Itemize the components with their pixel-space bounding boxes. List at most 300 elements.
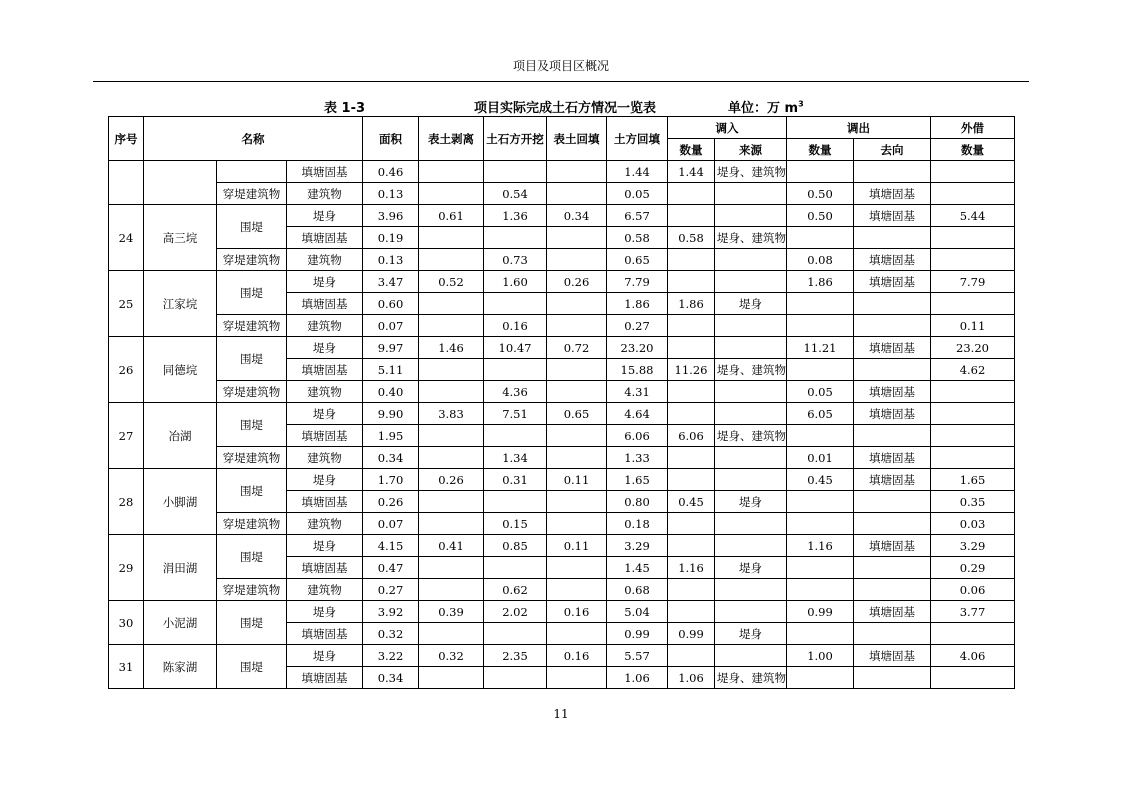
cell-earth-backfill: 7.79: [607, 271, 668, 293]
cell-topsoil-backfill: [547, 359, 607, 381]
cell-item: 堤身: [287, 337, 363, 359]
cell-import-source: [715, 579, 787, 601]
cell-excavation: 0.73: [484, 249, 547, 271]
cell-topsoil-backfill: 0.16: [547, 601, 607, 623]
cell-earth-backfill: 5.57: [607, 645, 668, 667]
cell-import-source: 堤身、建筑物: [715, 161, 787, 183]
cell-item: 堤身: [287, 601, 363, 623]
cell-export-qty: [787, 513, 854, 535]
cell-excavation: [484, 293, 547, 315]
cell-topsoil-backfill: [547, 315, 607, 337]
cell-export-destination: 填塘固基: [854, 403, 931, 425]
cell-borrow-qty: [931, 381, 1015, 403]
cell-earth-backfill: 0.18: [607, 513, 668, 535]
cell-borrow-qty: 5.44: [931, 205, 1015, 227]
cell-import-source: 堤身、建筑物: [715, 667, 787, 689]
cell-seq: 26: [109, 337, 144, 403]
unit-superscript: 3: [798, 99, 804, 109]
cell-seq: 24: [109, 205, 144, 271]
cell-area: 0.34: [363, 447, 419, 469]
cell-topsoil-backfill: 0.34: [547, 205, 607, 227]
cell-import-qty: 0.45: [668, 491, 715, 513]
cell-export-qty: 1.16: [787, 535, 854, 557]
cell-project: [144, 161, 217, 205]
cell-area: 5.11: [363, 359, 419, 381]
cell-import-source: [715, 183, 787, 205]
cell-excavation: 0.85: [484, 535, 547, 557]
cell-earth-backfill: 1.44: [607, 161, 668, 183]
cell-seq: 30: [109, 601, 144, 645]
cell-section: 穿堤建筑物: [217, 513, 287, 535]
cell-area: 3.92: [363, 601, 419, 623]
cell-export-destination: [854, 425, 931, 447]
cell-earth-backfill: 0.99: [607, 623, 668, 645]
cell-topsoil-backfill: [547, 381, 607, 403]
cell-export-qty: [787, 359, 854, 381]
cell-earth-backfill: 23.20: [607, 337, 668, 359]
table-row: [109, 535, 1015, 557]
cell-import-source: [715, 337, 787, 359]
cell-excavation: 0.16: [484, 315, 547, 337]
table-row: [109, 161, 1015, 183]
cell-project: 陈家湖: [144, 645, 217, 689]
cell-export-destination: [854, 491, 931, 513]
cell-item: 填塘固基: [287, 227, 363, 249]
cell-borrow-qty: 0.06: [931, 579, 1015, 601]
cell-export-qty: 0.05: [787, 381, 854, 403]
cell-topsoil-backfill: [547, 161, 607, 183]
cell-borrow-qty: [931, 249, 1015, 271]
cell-topsoil-strip: 3.83: [419, 403, 484, 425]
cell-topsoil-strip: [419, 557, 484, 579]
cell-topsoil-backfill: [547, 249, 607, 271]
cell-import-source: [715, 601, 787, 623]
header-borrow-qty: 数量: [931, 139, 1015, 161]
cell-topsoil-strip: [419, 293, 484, 315]
cell-export-qty: [787, 161, 854, 183]
cell-excavation: [484, 227, 547, 249]
cell-excavation: 7.51: [484, 403, 547, 425]
cell-seq: 28: [109, 469, 144, 535]
table-row: [109, 271, 1015, 293]
cell-area: 3.96: [363, 205, 419, 227]
table-title: 项目实际完成土石方情况一览表: [474, 101, 657, 116]
cell-area: 0.60: [363, 293, 419, 315]
cell-export-qty: [787, 623, 854, 645]
cell-earth-backfill: 0.68: [607, 579, 668, 601]
table-caption: [0, 97, 1122, 115]
cell-section: 穿堤建筑物: [217, 447, 287, 469]
cell-import-qty: 0.99: [668, 623, 715, 645]
cell-import-qty: 6.06: [668, 425, 715, 447]
header-import: 调入: [668, 117, 787, 139]
cell-topsoil-backfill: 0.72: [547, 337, 607, 359]
cell-earth-backfill: 1.86: [607, 293, 668, 315]
cell-export-qty: 0.50: [787, 183, 854, 205]
cell-earth-backfill: 15.88: [607, 359, 668, 381]
cell-borrow-qty: 23.20: [931, 337, 1015, 359]
cell-topsoil-backfill: [547, 447, 607, 469]
cell-section: 围堤: [217, 645, 287, 689]
cell-import-qty: [668, 205, 715, 227]
table-row: [109, 403, 1015, 425]
cell-import-qty: 1.44: [668, 161, 715, 183]
cell-import-qty: [668, 271, 715, 293]
cell-seq: 25: [109, 271, 144, 337]
cell-excavation: [484, 557, 547, 579]
table-row: [109, 513, 1015, 535]
table-row: [109, 249, 1015, 271]
cell-excavation: [484, 359, 547, 381]
cell-excavation: [484, 161, 547, 183]
cell-topsoil-strip: [419, 447, 484, 469]
cell-topsoil-backfill: [547, 557, 607, 579]
cell-topsoil-strip: 0.39: [419, 601, 484, 623]
cell-topsoil-backfill: [547, 183, 607, 205]
cell-import-source: [715, 513, 787, 535]
cell-item: 填塘固基: [287, 425, 363, 447]
cell-topsoil-strip: 0.52: [419, 271, 484, 293]
cell-excavation: 10.47: [484, 337, 547, 359]
cell-export-qty: 6.05: [787, 403, 854, 425]
table-row: [109, 381, 1015, 403]
cell-borrow-qty: [931, 161, 1015, 183]
cell-topsoil-backfill: [547, 579, 607, 601]
cell-import-qty: [668, 579, 715, 601]
cell-earth-backfill: 0.80: [607, 491, 668, 513]
cell-section: 围堤: [217, 403, 287, 447]
cell-seq: 31: [109, 645, 144, 689]
cell-import-source: [715, 205, 787, 227]
header-topsoil-backfill: 表土回填: [547, 117, 607, 161]
cell-export-qty: [787, 315, 854, 337]
cell-borrow-qty: 0.35: [931, 491, 1015, 513]
cell-export-destination: [854, 359, 931, 381]
cell-earth-backfill: 1.45: [607, 557, 668, 579]
cell-export-destination: 填塘固基: [854, 205, 931, 227]
cell-export-qty: [787, 557, 854, 579]
cell-area: 0.13: [363, 249, 419, 271]
cell-topsoil-backfill: 0.11: [547, 535, 607, 557]
header-import-qty: 数量: [668, 139, 715, 161]
header-rule: [93, 81, 1029, 82]
cell-section: 围堤: [217, 469, 287, 513]
cell-earth-backfill: 0.65: [607, 249, 668, 271]
cell-section: 围堤: [217, 271, 287, 315]
cell-item: 建筑物: [287, 513, 363, 535]
cell-topsoil-strip: 0.32: [419, 645, 484, 667]
cell-import-source: 堤身: [715, 491, 787, 513]
table-row: [109, 205, 1015, 227]
earthwork-table: [108, 116, 1015, 689]
cell-borrow-qty: 7.79: [931, 271, 1015, 293]
cell-export-destination: 填塘固基: [854, 249, 931, 271]
cell-topsoil-backfill: [547, 513, 607, 535]
header-seq: 序号: [109, 117, 144, 161]
cell-earth-backfill: 1.65: [607, 469, 668, 491]
cell-item: 填塘固基: [287, 293, 363, 315]
cell-export-qty: [787, 667, 854, 689]
cell-import-source: 堤身: [715, 557, 787, 579]
cell-export-destination: [854, 227, 931, 249]
cell-area: 9.97: [363, 337, 419, 359]
cell-import-source: 堤身、建筑物: [715, 425, 787, 447]
cell-area: 9.90: [363, 403, 419, 425]
cell-borrow-qty: 4.06: [931, 645, 1015, 667]
cell-export-destination: [854, 161, 931, 183]
cell-earth-backfill: 1.33: [607, 447, 668, 469]
cell-excavation: 2.35: [484, 645, 547, 667]
cell-topsoil-strip: [419, 227, 484, 249]
cell-borrow-qty: [931, 623, 1015, 645]
table-body: [109, 161, 1015, 689]
cell-borrow-qty: [931, 447, 1015, 469]
cell-item: 填塘固基: [287, 491, 363, 513]
cell-borrow-qty: 3.29: [931, 535, 1015, 557]
cell-import-qty: [668, 381, 715, 403]
cell-area: 1.95: [363, 425, 419, 447]
cell-export-destination: [854, 667, 931, 689]
cell-borrow-qty: 1.65: [931, 469, 1015, 491]
cell-earth-backfill: 4.64: [607, 403, 668, 425]
cell-topsoil-strip: [419, 579, 484, 601]
cell-borrow-qty: [931, 183, 1015, 205]
cell-import-source: 堤身、建筑物: [715, 359, 787, 381]
table-row: [109, 579, 1015, 601]
cell-export-destination: 填塘固基: [854, 381, 931, 403]
cell-export-qty: 0.01: [787, 447, 854, 469]
cell-area: 0.32: [363, 623, 419, 645]
cell-export-qty: 1.00: [787, 645, 854, 667]
cell-area: 0.40: [363, 381, 419, 403]
cell-export-qty: 11.21: [787, 337, 854, 359]
header-export-destination: 去向: [854, 139, 931, 161]
cell-import-qty: [668, 403, 715, 425]
cell-topsoil-backfill: 0.16: [547, 645, 607, 667]
cell-import-qty: 11.26: [668, 359, 715, 381]
cell-excavation: 1.36: [484, 205, 547, 227]
cell-borrow-qty: [931, 425, 1015, 447]
cell-import-source: [715, 271, 787, 293]
cell-section: 穿堤建筑物: [217, 249, 287, 271]
cell-topsoil-strip: [419, 381, 484, 403]
cell-item: 建筑物: [287, 315, 363, 337]
cell-topsoil-backfill: 0.26: [547, 271, 607, 293]
table-row: [109, 447, 1015, 469]
cell-import-source: [715, 447, 787, 469]
cell-import-qty: [668, 469, 715, 491]
cell-import-source: [715, 403, 787, 425]
cell-section: 围堤: [217, 601, 287, 645]
header-topsoil-strip: 表土剥离: [419, 117, 484, 161]
cell-import-qty: [668, 315, 715, 337]
cell-item: 建筑物: [287, 183, 363, 205]
cell-earth-backfill: 0.05: [607, 183, 668, 205]
cell-project: 冶湖: [144, 403, 217, 469]
cell-import-qty: 1.86: [668, 293, 715, 315]
cell-import-qty: 1.16: [668, 557, 715, 579]
cell-section: 穿堤建筑物: [217, 183, 287, 205]
cell-import-source: [715, 469, 787, 491]
header-export-qty: 数量: [787, 139, 854, 161]
cell-item: 建筑物: [287, 381, 363, 403]
cell-import-qty: [668, 249, 715, 271]
cell-item: 建筑物: [287, 579, 363, 601]
header-import-source: 来源: [715, 139, 787, 161]
cell-topsoil-strip: 0.41: [419, 535, 484, 557]
cell-export-destination: 填塘固基: [854, 337, 931, 359]
cell-section: 围堤: [217, 205, 287, 249]
cell-excavation: [484, 491, 547, 513]
cell-topsoil-strip: [419, 161, 484, 183]
cell-section: 围堤: [217, 535, 287, 579]
cell-area: 0.13: [363, 183, 419, 205]
cell-area: 0.34: [363, 667, 419, 689]
cell-section: 穿堤建筑物: [217, 579, 287, 601]
cell-import-source: 堤身: [715, 293, 787, 315]
cell-topsoil-backfill: [547, 623, 607, 645]
cell-project: 小脚湖: [144, 469, 217, 535]
cell-topsoil-strip: [419, 315, 484, 337]
cell-export-qty: [787, 227, 854, 249]
cell-topsoil-strip: 0.61: [419, 205, 484, 227]
cell-borrow-qty: [931, 667, 1015, 689]
table-row: [109, 183, 1015, 205]
cell-item: 填塘固基: [287, 359, 363, 381]
cell-export-qty: 0.08: [787, 249, 854, 271]
cell-topsoil-strip: [419, 249, 484, 271]
cell-export-destination: 填塘固基: [854, 535, 931, 557]
cell-area: 0.07: [363, 315, 419, 337]
cell-topsoil-backfill: 0.11: [547, 469, 607, 491]
cell-section: 穿堤建筑物: [217, 315, 287, 337]
cell-excavation: 2.02: [484, 601, 547, 623]
cell-item: 填塘固基: [287, 667, 363, 689]
cell-seq: 29: [109, 535, 144, 601]
cell-excavation: [484, 623, 547, 645]
cell-topsoil-strip: 0.26: [419, 469, 484, 491]
cell-project: 高三垸: [144, 205, 217, 271]
cell-export-destination: [854, 623, 931, 645]
cell-import-qty: [668, 337, 715, 359]
cell-topsoil-strip: [419, 513, 484, 535]
cell-import-source: [715, 315, 787, 337]
cell-borrow-qty: 4.62: [931, 359, 1015, 381]
cell-item: 堤身: [287, 469, 363, 491]
cell-earth-backfill: 0.58: [607, 227, 668, 249]
cell-export-qty: 0.45: [787, 469, 854, 491]
cell-earth-backfill: 6.57: [607, 205, 668, 227]
table-unit: [728, 97, 804, 116]
cell-earth-backfill: 0.27: [607, 315, 668, 337]
cell-area: 0.47: [363, 557, 419, 579]
cell-section: 围堤: [217, 337, 287, 381]
cell-item: 填塘固基: [287, 557, 363, 579]
cell-item: 堤身: [287, 205, 363, 227]
cell-import-source: [715, 381, 787, 403]
header-excavation: 土石方开挖: [484, 117, 547, 161]
cell-project: 江家垸: [144, 271, 217, 337]
cell-item: 填塘固基: [287, 161, 363, 183]
cell-borrow-qty: [931, 403, 1015, 425]
table-row: [109, 601, 1015, 623]
cell-earth-backfill: 3.29: [607, 535, 668, 557]
cell-excavation: 0.62: [484, 579, 547, 601]
cell-seq: 27: [109, 403, 144, 469]
cell-topsoil-backfill: [547, 425, 607, 447]
cell-project: 涓田湖: [144, 535, 217, 601]
cell-project: 小泥湖: [144, 601, 217, 645]
table-row: [109, 315, 1015, 337]
cell-item: 建筑物: [287, 447, 363, 469]
cell-topsoil-strip: [419, 359, 484, 381]
cell-area: 0.27: [363, 579, 419, 601]
header-earth-backfill: 土方回填: [607, 117, 668, 161]
cell-import-qty: 1.06: [668, 667, 715, 689]
cell-topsoil-strip: 1.46: [419, 337, 484, 359]
header-name: 名称: [144, 117, 363, 161]
cell-excavation: [484, 667, 547, 689]
table-row: [109, 337, 1015, 359]
cell-area: 0.46: [363, 161, 419, 183]
cell-export-qty: 0.50: [787, 205, 854, 227]
table-number: 表 1-3: [324, 101, 366, 116]
cell-area: 0.19: [363, 227, 419, 249]
cell-import-qty: [668, 513, 715, 535]
cell-import-qty: [668, 601, 715, 623]
cell-export-destination: 填塘固基: [854, 601, 931, 623]
cell-borrow-qty: 3.77: [931, 601, 1015, 623]
cell-item: 堤身: [287, 271, 363, 293]
cell-export-destination: [854, 579, 931, 601]
cell-export-qty: [787, 491, 854, 513]
cell-export-destination: 填塘固基: [854, 271, 931, 293]
cell-excavation: [484, 425, 547, 447]
cell-earth-backfill: 5.04: [607, 601, 668, 623]
cell-borrow-qty: 0.29: [931, 557, 1015, 579]
cell-project: 同德垸: [144, 337, 217, 403]
cell-excavation: 4.36: [484, 381, 547, 403]
cell-item: 堤身: [287, 403, 363, 425]
cell-import-qty: [668, 535, 715, 557]
cell-topsoil-backfill: [547, 293, 607, 315]
cell-export-qty: [787, 579, 854, 601]
cell-topsoil-strip: [419, 183, 484, 205]
cell-section: [217, 161, 287, 183]
cell-seq: [109, 161, 144, 205]
cell-export-qty: [787, 425, 854, 447]
cell-area: 3.47: [363, 271, 419, 293]
cell-export-destination: [854, 315, 931, 337]
cell-export-destination: 填塘固基: [854, 183, 931, 205]
cell-topsoil-backfill: [547, 667, 607, 689]
page-header: 项目及项目区概况: [512, 59, 609, 73]
cell-area: 4.15: [363, 535, 419, 557]
cell-borrow-qty: [931, 293, 1015, 315]
cell-export-destination: [854, 293, 931, 315]
cell-borrow-qty: 0.11: [931, 315, 1015, 337]
cell-topsoil-strip: [419, 667, 484, 689]
cell-export-destination: [854, 557, 931, 579]
cell-item: 堤身: [287, 535, 363, 557]
cell-import-source: 堤身、建筑物: [715, 227, 787, 249]
cell-earth-backfill: 1.06: [607, 667, 668, 689]
header-export: 调出: [787, 117, 931, 139]
cell-area: 1.70: [363, 469, 419, 491]
cell-topsoil-backfill: [547, 227, 607, 249]
cell-excavation: 1.60: [484, 271, 547, 293]
cell-area: 0.07: [363, 513, 419, 535]
